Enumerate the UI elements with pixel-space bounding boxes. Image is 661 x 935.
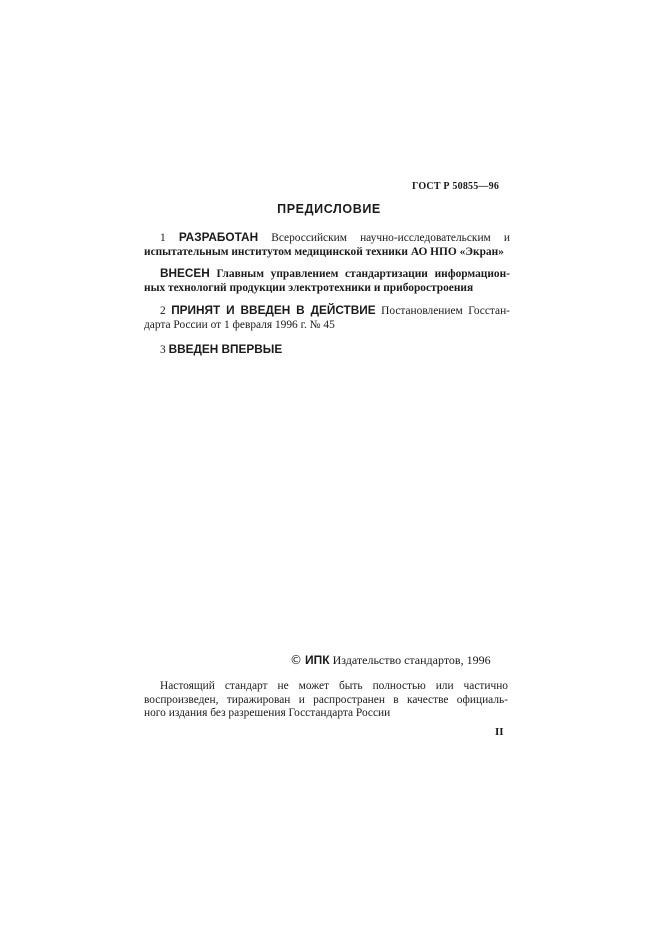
item-keyword: ВВЕДЕН ВПЕРВЫЕ [168, 342, 283, 356]
copyright-line [290, 653, 491, 668]
item-adopted-line-2: дарта России от 1 февраля 1996 г. № 45 [144, 319, 335, 331]
item-keyword: ПРИНЯТ И ВВЕДЕН В ДЕЙСТВИЕ [171, 303, 376, 317]
item-first-introduced-line [144, 342, 510, 357]
item-text: Всероссийским научно-исследовательским и [271, 232, 510, 244]
page-number: II [495, 726, 504, 738]
copyright-icon: © [290, 653, 302, 667]
notice-line-1: Настоящий стандарт не может быть полностью или частично [160, 680, 508, 692]
copyright-text: Издательство стандартов, 1996 [332, 653, 491, 667]
item-text: Постановлением Госстан- [381, 305, 510, 317]
page-title: ПРЕДИСЛОВИЕ [277, 202, 381, 216]
notice-line-3: ного издания без разрешения Госстандарта России [144, 707, 391, 719]
item-text: Главным управлением стандартизации информацион- [216, 268, 510, 280]
item-first-introduced [144, 342, 510, 357]
item-keyword: ВНЕСЕН [160, 266, 210, 280]
document-code: ГОСТ Р 50855—96 [412, 181, 500, 192]
reproduction-notice [144, 680, 508, 721]
item-introduced [144, 266, 510, 295]
item-developed-line-2: испытательным институтом медицинской техники АО НПО «Экран» [144, 246, 504, 258]
item-adopted [144, 303, 510, 332]
item-introduced-line-1 [144, 266, 510, 281]
item-number: 1 [160, 232, 166, 244]
item-developed-line-1 [144, 230, 510, 245]
notice-line-2: воспроизведен, тиражирован и распространен в качестве официаль- [144, 693, 508, 706]
item-number: 3 [160, 344, 166, 356]
item-adopted-line-1 [144, 303, 510, 318]
copyright-org: ИПК [305, 653, 330, 667]
item-number: 2 [160, 305, 166, 317]
item-keyword: РАЗРАБОТАН [178, 230, 259, 244]
item-introduced-line-2: ных технологий продукции электротехники и приборостроения [144, 282, 474, 294]
item-developed [144, 230, 510, 259]
